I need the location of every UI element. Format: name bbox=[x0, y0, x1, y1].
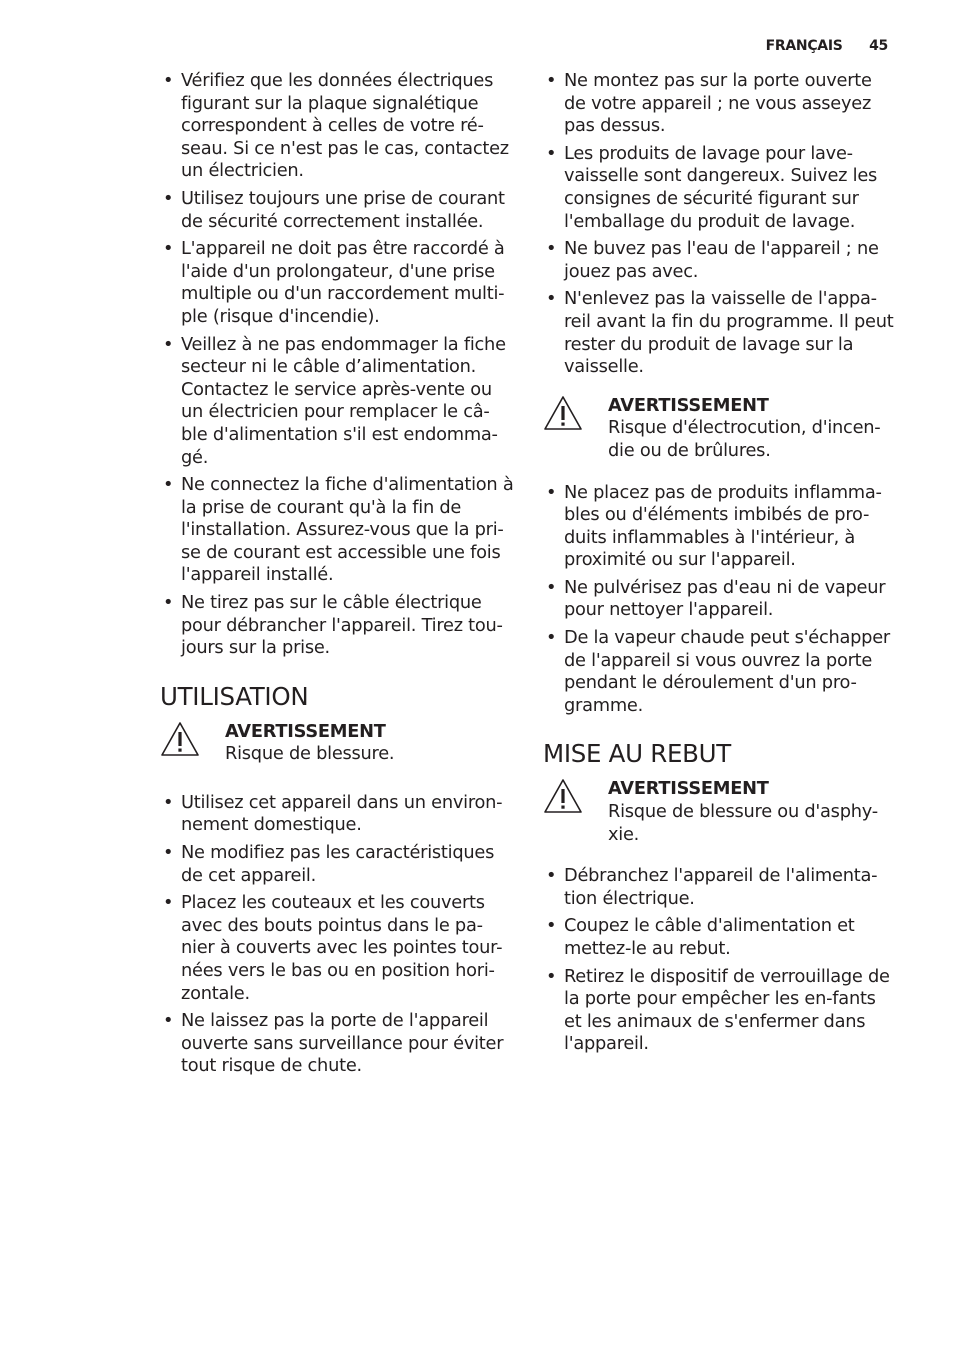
list-item: • Utilisez toujours une prise de courant de sécurité correctement installée. bbox=[160, 188, 515, 233]
list-item: • Ne buvez pas l'eau de l'appareil ; ne jouez pas avec. bbox=[543, 238, 898, 283]
list-item: • Retirez le dispositif de verrouillage de la porte pour empêcher les en-fants et les animaux de s'enfermer dans l'appareil. bbox=[543, 966, 898, 1056]
list-item: • Utilisez cet appareil dans un environ-nement domestique. bbox=[160, 792, 515, 837]
warning-block bbox=[160, 721, 515, 773]
warning-triangle-icon bbox=[543, 778, 583, 814]
warning-block bbox=[543, 778, 898, 846]
bullet-list bbox=[543, 482, 898, 718]
page-header bbox=[766, 38, 888, 54]
bullet-list bbox=[543, 70, 898, 379]
list-item: • Placez les couteaux et les couverts avec des bouts pointus dans le pa-nier à couverts avec les pointes tour-nées vers le bas ou en position hori-zontale. bbox=[160, 892, 515, 1005]
warning-text: Risque de blessure. bbox=[225, 743, 395, 765]
list-item: • Veillez à ne pas endommager la fiche secteur ni le câble d’alimentation. Contactez le service après-vente ou un électricien pour remplacer le câ-ble d'alimentation s'il est endomma-gé. bbox=[160, 334, 515, 470]
right-column bbox=[543, 70, 898, 1061]
warning-text: Risque d'électrocution, d'incen-die ou de brûlures. bbox=[608, 417, 881, 461]
list-item: • Les produits de lavage pour lave-vaisselle sont dangereux. Suivez les consignes de sécurité figurant sur l'emballage du produit de lavage. bbox=[543, 143, 898, 233]
bullet-list bbox=[543, 865, 898, 1056]
list-item: • Ne placez pas de produits inflamma-bles ou d'éléments imbibés de pro-duits inflammables à l'intérieur, à proximité ou sur l'appareil. bbox=[543, 482, 898, 572]
list-item: • Vérifiez que les données électriques figurant sur la plaque signalétique correspondent à celles de votre ré-seau. Si ce n'est pas le cas, contactez un électricien. bbox=[160, 70, 515, 183]
warning-triangle-icon bbox=[543, 395, 583, 431]
list-item: • Ne modifiez pas les caractéristiques de cet appareil. bbox=[160, 842, 515, 887]
list-item: • Ne tirez pas sur le câble électrique pour débrancher l'appareil. Tirez tou-jours sur la prise. bbox=[160, 592, 515, 660]
language-label: FRANÇAIS bbox=[765, 38, 843, 54]
list-item: • De la vapeur chaude peut s'échapper de l'appareil si vous ouvrez la porte pendant le déroulement d'un pro-gramme. bbox=[543, 627, 898, 717]
list-item: • Coupez le câble d'alimentation et mettez-le au rebut. bbox=[543, 915, 898, 960]
list-item: • Ne laissez pas la porte de l'appareil ouverte sans surveillance pour éviter tout risque de chute. bbox=[160, 1010, 515, 1078]
list-item: • L'appareil ne doit pas être raccordé à l'aide d'un prolongateur, d'une prise multiple ou d'un raccordement multi-ple (risque d'incendie). bbox=[160, 238, 515, 328]
section-heading-mise-au-rebut: MISE AU REBUT bbox=[543, 739, 731, 769]
warning-title: AVERTISSEMENT bbox=[608, 778, 769, 800]
warning-text: Risque de blessure ou d'asphy-xie. bbox=[608, 801, 878, 845]
page-number: 45 bbox=[869, 38, 888, 54]
warning-title: AVERTISSEMENT bbox=[608, 394, 769, 416]
list-item: • Ne montez pas sur la porte ouverte de votre appareil ; ne vous asseyez pas dessus. bbox=[543, 70, 898, 138]
bullet-list bbox=[160, 70, 515, 660]
section-heading-utilisation: UTILISATION bbox=[160, 681, 309, 711]
list-item: • N'enlevez pas la vaisselle de l'appa-reil avant la fin du programme. Il peut rester du produit de lavage sur la vaisselle. bbox=[543, 288, 898, 378]
bullet-list bbox=[160, 792, 515, 1078]
list-item: • Ne connectez la fiche d'alimentation à la prise de courant qu'à la fin de l'installation. Assurez-vous que la pri-se de courant est accessible une fois l'appareil installé. bbox=[160, 474, 515, 587]
warning-title: AVERTISSEMENT bbox=[225, 720, 386, 742]
warning-triangle-icon bbox=[160, 721, 200, 757]
warning-block bbox=[543, 395, 898, 463]
list-item: • Ne pulvérisez pas d'eau ni de vapeur pour nettoyer l'appareil. bbox=[543, 577, 898, 622]
left-column bbox=[160, 70, 515, 1083]
list-item: • Débranchez l'appareil de l'alimenta-tion électrique. bbox=[543, 865, 898, 910]
